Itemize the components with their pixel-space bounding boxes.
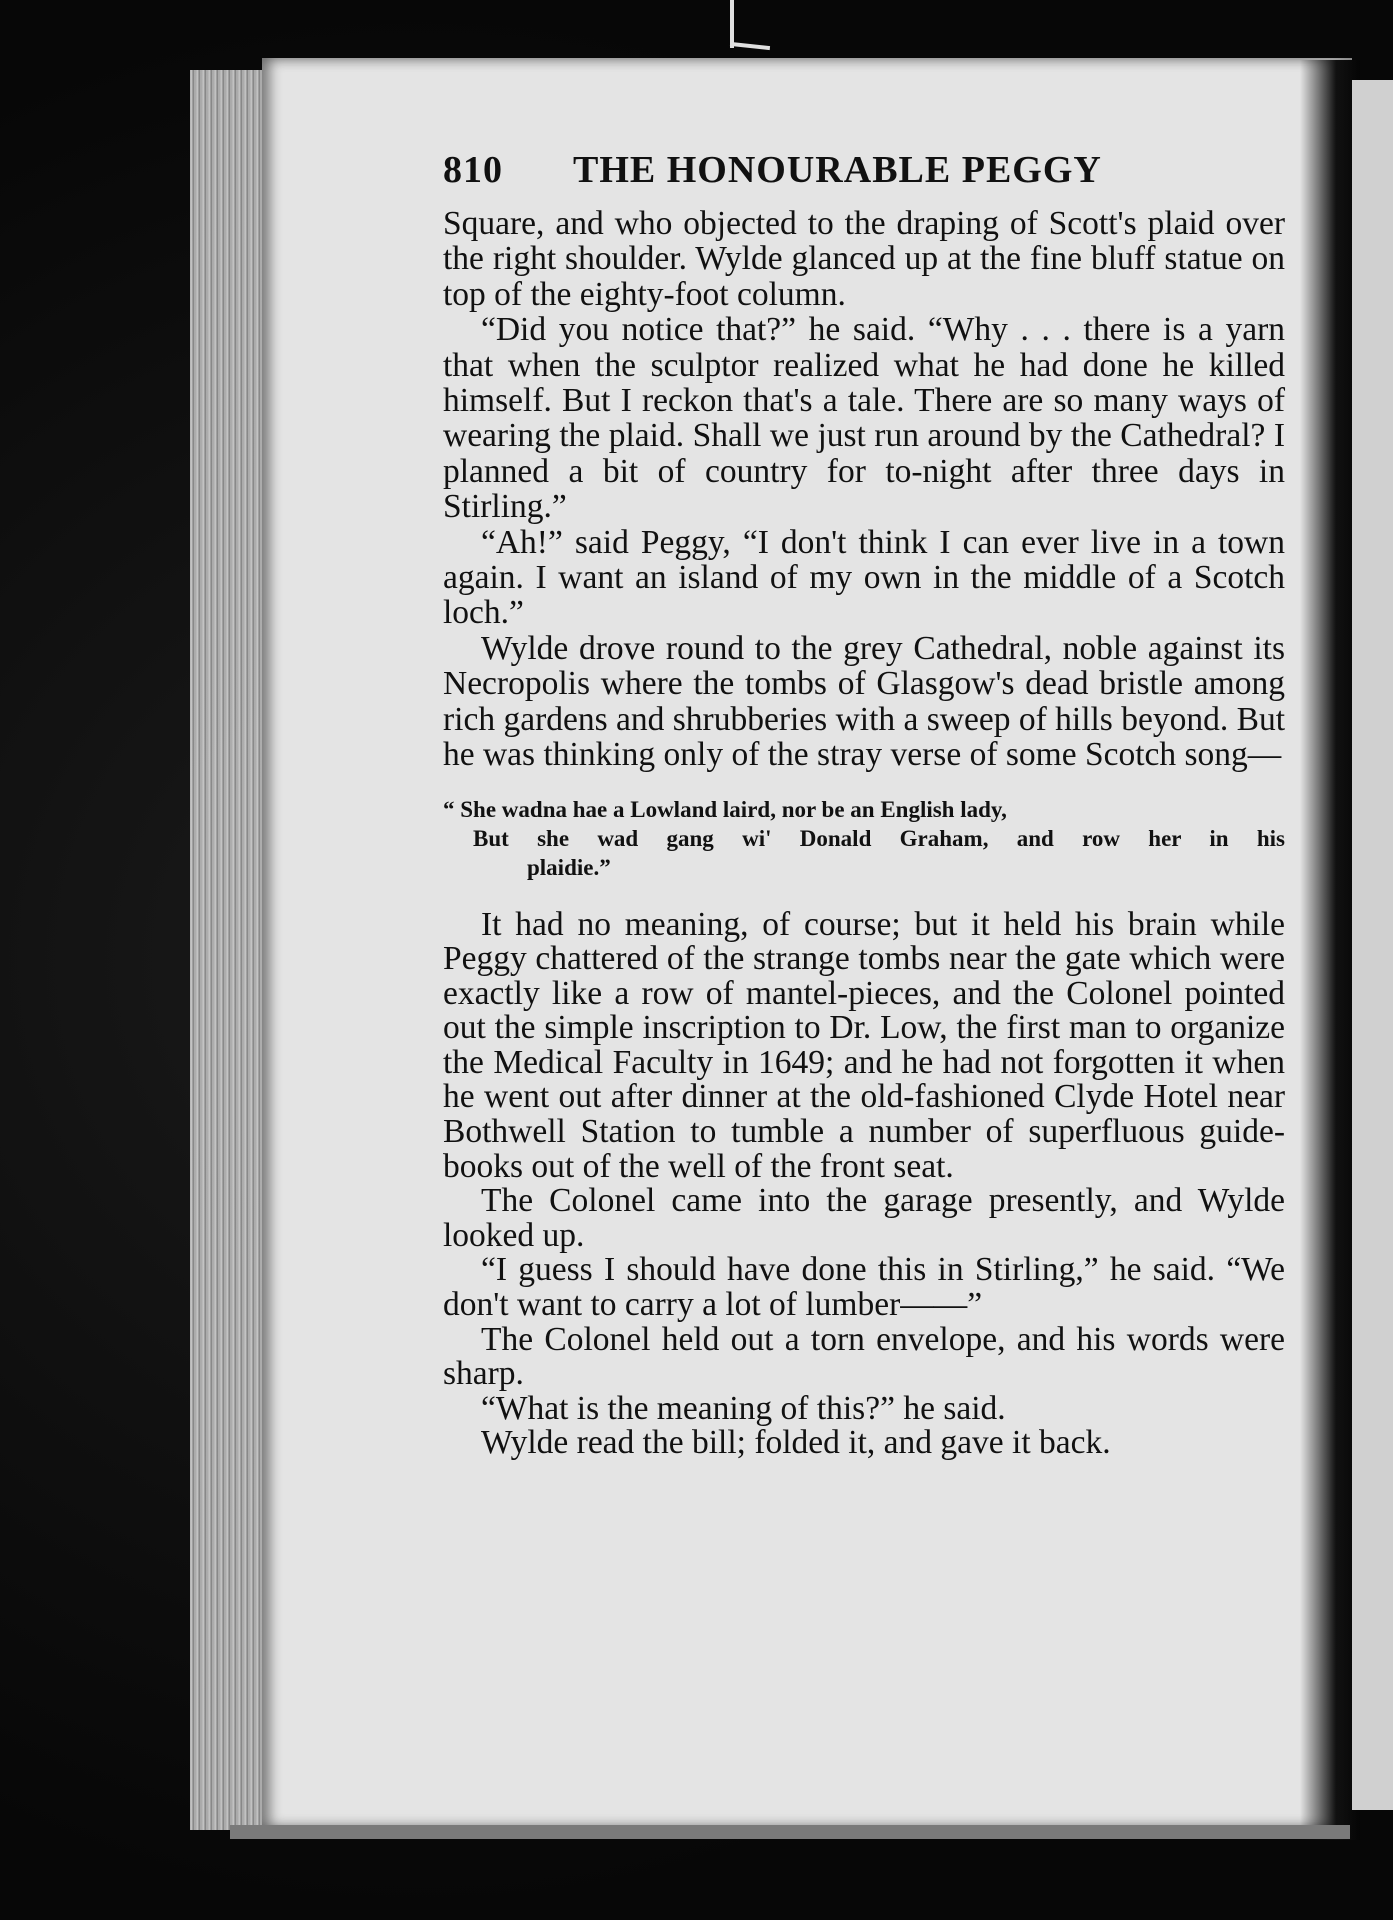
page-text (443, 148, 1285, 1461)
verse-line: But she wad gang wi' Donald Graham, and row her in his (473, 825, 1285, 851)
scanner-mark-foot (730, 42, 770, 50)
prose-before-verse (443, 206, 1285, 773)
gutter-shadow (1300, 60, 1360, 1840)
facing-page-sliver (1352, 80, 1393, 1810)
paragraph: “Ah!” said Peggy, “I don't think I can ever live in a town again. I want an island of my own in the middle of a Scotch loch.” (443, 523, 1285, 632)
paragraph: “What is the meaning of this?” he said. (481, 1389, 1006, 1427)
paragraph: The Colonel held out a torn envelope, and his words were sharp. (443, 1320, 1285, 1393)
page-stack-edge (190, 70, 265, 1830)
verse-quotation (443, 795, 1285, 882)
paragraph: “I guess I should have done this in Stirling,” he said. “We don't want to carry a lot of lumber——” (443, 1251, 1285, 1324)
verse-line: “ She wadna hae a Lowland laird, nor be an English lady, (443, 796, 1007, 822)
paragraph: Square, and who objected to the draping of Scott's plaid over the right shoulder. Wylde glanced up at the fine bluff statue on top of the eighty-foot column. (443, 205, 1285, 313)
page-bottom-edge (230, 1825, 1350, 1839)
paragraph: Wylde read the bill; folded it, and gave it back. (481, 1424, 1111, 1462)
paragraph: It had no meaning, of course; but it held his brain while Peggy chattered of the strange tombs near the gate which were exactly like a row of mantel-pieces, and the Colonel pointed out the simple inscription to Dr. Low, the first man to organize the Medical Faculty in 1649; and he had not forgotten it when he went out after dinner at the old-fashioned Clyde Hotel near Bothwell Station to tumble a number of superfluous guide-books out of the well of the front seat. (443, 905, 1285, 1185)
running-title: THE HONOURABLE PEGGY (573, 149, 1102, 191)
paragraph: The Colonel came into the garage presently, and Wylde looked up. (443, 1182, 1285, 1254)
page-number: 810 (443, 149, 503, 191)
prose-after-verse (443, 905, 1285, 1462)
paragraph: Wylde drove round to the grey Cathedral, noble against its Necropolis where the tombs of Glasgow's dead bristle among rich gardens and shrubberies with a sweep of hills beyond. But he was thinking only of the stray verse of some Scotch song— (443, 629, 1285, 774)
scanner-mark (730, 0, 734, 48)
running-head (443, 148, 1285, 192)
verse-line: plaidie.” (527, 854, 611, 880)
paragraph: “Did you notice that?” he said. “Why . . . there is a yarn that when the sculptor realized what he had done he killed himself. But I reckon that's a tale. There are so many ways of wearing the plaid. Shall we just run around by the Cathedral? I planned a bit of country for to-night after three days in Stirling.” (443, 311, 1285, 526)
